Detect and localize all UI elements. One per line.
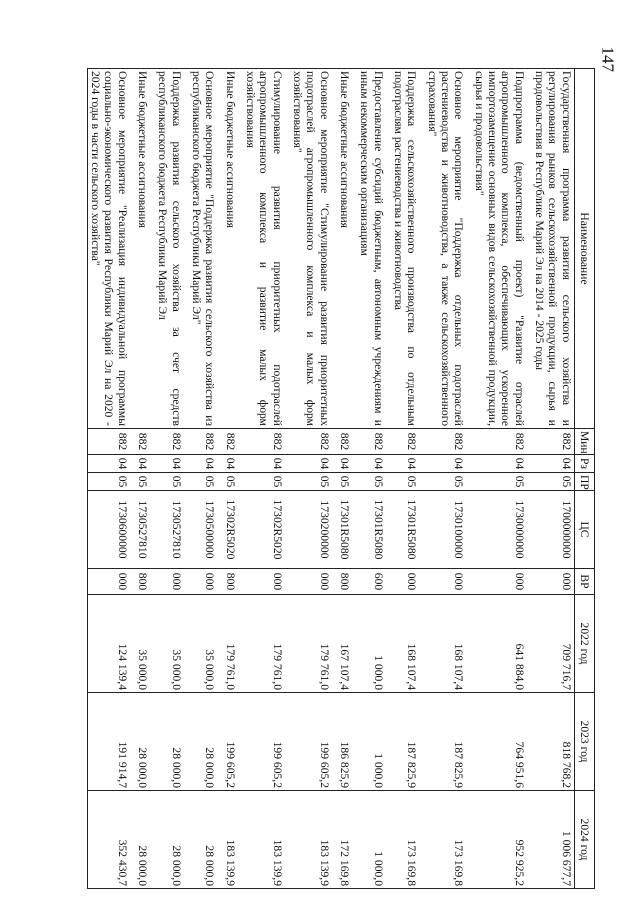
cell-2024: 28 000,0 (189, 791, 223, 889)
cell-name: Поддержка сельскохозяйственного производства по отдельным подотраслям растениеводства и животноводства (391, 69, 425, 429)
cell-vr: 000 (391, 569, 425, 595)
table-row (222, 69, 242, 889)
cell-2023: 187 825,9 (391, 693, 425, 791)
cell-vr: 000 (87, 569, 134, 595)
table-row (424, 69, 471, 889)
cell-pr: 05 (189, 473, 223, 491)
header-pr: ПР (574, 473, 594, 491)
header-rz: Рз (574, 455, 594, 473)
cell-rz: 04 (471, 455, 531, 473)
cell-cs: 1730527810 (135, 491, 155, 569)
cell-pr: 05 (337, 473, 357, 491)
cell-vr: 000 (424, 569, 471, 595)
cell-vr: 000 (189, 569, 223, 595)
cell-name: Стимулирование развития приоритетных подотраслей агропромышленного комплекса и развитие малых форм хозяйствования (243, 69, 290, 429)
cell-rz: 04 (155, 455, 189, 473)
cell-min: 882 (290, 429, 337, 455)
cell-cs: 17302R5020 (243, 491, 290, 569)
cell-cs: 17301R5080 (337, 491, 357, 569)
cell-cs: 1730200000 (290, 491, 337, 569)
cell-2024: 172 169,8 (337, 791, 357, 889)
cell-2024: 173 169,8 (391, 791, 425, 889)
cell-2023: 818 768,2 (532, 693, 574, 791)
cell-2023: 199 605,2 (222, 693, 242, 791)
cell-2023: 28 000,0 (155, 693, 189, 791)
cell-2023: 186 825,9 (337, 693, 357, 791)
cell-name: Основное мероприятие "Поддержка развития сельского хозяйства из республиканского бюджета Республики Марий Эл" (189, 69, 223, 429)
cell-rz: 04 (87, 455, 134, 473)
cell-cs: 17302R5020 (222, 491, 242, 569)
cell-name: Основное мероприятие "Стимулирование развития приоритетных подотраслей агропромышленного комплекса и малых форм хозяйствования" (290, 69, 337, 429)
cell-name: Предоставление субсидий бюджетным, автономным учреждениям и иным некоммерческим организациям (357, 69, 391, 429)
page-number: 147 (598, 46, 617, 72)
cell-pr: 05 (424, 473, 471, 491)
cell-2024: 183 139,9 (243, 791, 290, 889)
cell-min: 882 (87, 429, 134, 455)
cell-rz: 04 (424, 455, 471, 473)
cell-pr: 05 (87, 473, 134, 491)
cell-2024: 28 000,0 (135, 791, 155, 889)
cell-vr: 800 (135, 569, 155, 595)
table-row (391, 69, 425, 889)
cell-2022: 1 000,0 (357, 595, 391, 693)
cell-2022: 641 884,0 (471, 595, 531, 693)
cell-2022: 168 107,4 (391, 595, 425, 693)
header-2022: 2022 год (574, 595, 594, 693)
cell-min: 882 (189, 429, 223, 455)
cell-2024: 173 169,8 (424, 791, 471, 889)
cell-vr: 000 (243, 569, 290, 595)
cell-min: 882 (532, 429, 574, 455)
cell-vr: 000 (155, 569, 189, 595)
cell-name: Основное мероприятие "Реализация индивидуальной программы социально-экономического развития Республики Марий Эл на 2020 - 2024 годы в части сельского хозяйства" (87, 69, 134, 429)
cell-2022: 179 761,0 (222, 595, 242, 693)
cell-cs: 1730500000 (189, 491, 223, 569)
cell-cs: 1730000000 (471, 491, 531, 569)
table-body (87, 69, 574, 889)
cell-2024: 183 139,9 (222, 791, 242, 889)
cell-cs: 17301R5080 (391, 491, 425, 569)
cell-2024: 952 925,2 (471, 791, 531, 889)
table-row (243, 69, 290, 889)
cell-rz: 04 (135, 455, 155, 473)
cell-2022: 35 000,0 (155, 595, 189, 693)
cell-2022: 179 761,0 (290, 595, 337, 693)
budget-sheet (89, 68, 595, 888)
cell-min: 882 (391, 429, 425, 455)
cell-vr: 000 (290, 569, 337, 595)
cell-min: 882 (135, 429, 155, 455)
cell-name: Государственная программа развития сельского хозяйства и регулирования рынков сельскохозяйственной продукции, сырья и продовольствия в Республике Марий Эл на 2014 - 2025 годы (532, 69, 574, 429)
cell-2024: 28 000,0 (155, 791, 189, 889)
cell-min: 882 (357, 429, 391, 455)
cell-name: Иные бюджетные ассигнования (222, 69, 242, 429)
cell-rz: 04 (222, 455, 242, 473)
cell-min: 882 (471, 429, 531, 455)
cell-cs: 1730600000 (87, 491, 134, 569)
cell-min: 882 (222, 429, 242, 455)
cell-name: Иные бюджетные ассигнования (337, 69, 357, 429)
cell-pr: 05 (391, 473, 425, 491)
cell-2023: 191 914,7 (87, 693, 134, 791)
cell-2023: 187 825,9 (424, 693, 471, 791)
cell-name: Поддержка развития сельского хозяйства за счет средств республиканского бюджета Республики Марий Эл (155, 69, 189, 429)
cell-pr: 05 (135, 473, 155, 491)
cell-pr: 05 (222, 473, 242, 491)
cell-rz: 04 (243, 455, 290, 473)
cell-2024: 1 000,0 (357, 791, 391, 889)
cell-pr: 05 (290, 473, 337, 491)
table-row (337, 69, 357, 889)
header-name: Наименование (574, 69, 594, 429)
cell-name: Подпрограмма (ведомственный проект) "Развитие отраслей агропромышленного комплекса, обеспечивающих ускоренное импортозамещение основных видов сельскохозяйственной продукции, сырья и продовольствия" (471, 69, 531, 429)
cell-pr: 05 (471, 473, 531, 491)
cell-rz: 04 (357, 455, 391, 473)
cell-rz: 04 (189, 455, 223, 473)
cell-vr: 800 (337, 569, 357, 595)
cell-rz: 04 (337, 455, 357, 473)
table-row (135, 69, 155, 889)
cell-2024: 183 139,9 (290, 791, 337, 889)
cell-cs: 1730100000 (424, 491, 471, 569)
cell-pr: 05 (357, 473, 391, 491)
cell-2023: 1 000,0 (357, 693, 391, 791)
table-row (189, 69, 223, 889)
cell-2023: 199 605,2 (243, 693, 290, 791)
cell-2022: 35 000,0 (135, 595, 155, 693)
cell-cs: 17301R5080 (357, 491, 391, 569)
cell-2023: 28 000,0 (189, 693, 223, 791)
table-row (532, 69, 574, 889)
cell-pr: 05 (243, 473, 290, 491)
header-2023: 2023 год (574, 693, 594, 791)
cell-name: Основное мероприятие "Поддержка отдельных подотраслей растениеводства и животноводства, а также сельскохозяйственного страхования" (424, 69, 471, 429)
header-min: Мин (574, 429, 594, 455)
table-header-row (574, 69, 594, 889)
cell-2022: 709 716,7 (532, 595, 574, 693)
cell-min: 882 (424, 429, 471, 455)
cell-min: 882 (337, 429, 357, 455)
cell-2023: 764 951,6 (471, 693, 531, 791)
cell-2022: 168 107,4 (424, 595, 471, 693)
table-row (290, 69, 337, 889)
cell-2024: 1 006 677,7 (532, 791, 574, 889)
table-row (87, 69, 134, 889)
header-cs: ЦС (574, 491, 594, 569)
table-row (357, 69, 391, 889)
cell-rz: 04 (391, 455, 425, 473)
cell-min: 882 (243, 429, 290, 455)
table-row (155, 69, 189, 889)
header-vr: ВР (574, 569, 594, 595)
budget-table (87, 68, 595, 889)
cell-2023: 199 605,2 (290, 693, 337, 791)
cell-vr: 000 (471, 569, 531, 595)
cell-pr: 05 (155, 473, 189, 491)
cell-2022: 179 761,0 (243, 595, 290, 693)
cell-2022: 167 107,4 (337, 595, 357, 693)
header-2024: 2024 год (574, 791, 594, 889)
cell-vr: 000 (532, 569, 574, 595)
cell-rz: 04 (532, 455, 574, 473)
table-row (471, 69, 531, 889)
cell-min: 882 (155, 429, 189, 455)
cell-2024: 352 430,7 (87, 791, 134, 889)
cell-2023: 28 000,0 (135, 693, 155, 791)
cell-name: Иные бюджетные ассигнования (135, 69, 155, 429)
cell-cs: 1700000000 (532, 491, 574, 569)
cell-pr: 05 (532, 473, 574, 491)
cell-vr: 600 (357, 569, 391, 595)
cell-vr: 800 (222, 569, 242, 595)
cell-2022: 124 139,4 (87, 595, 134, 693)
cell-cs: 1730527810 (155, 491, 189, 569)
cell-rz: 04 (290, 455, 337, 473)
cell-2022: 35 000,0 (189, 595, 223, 693)
